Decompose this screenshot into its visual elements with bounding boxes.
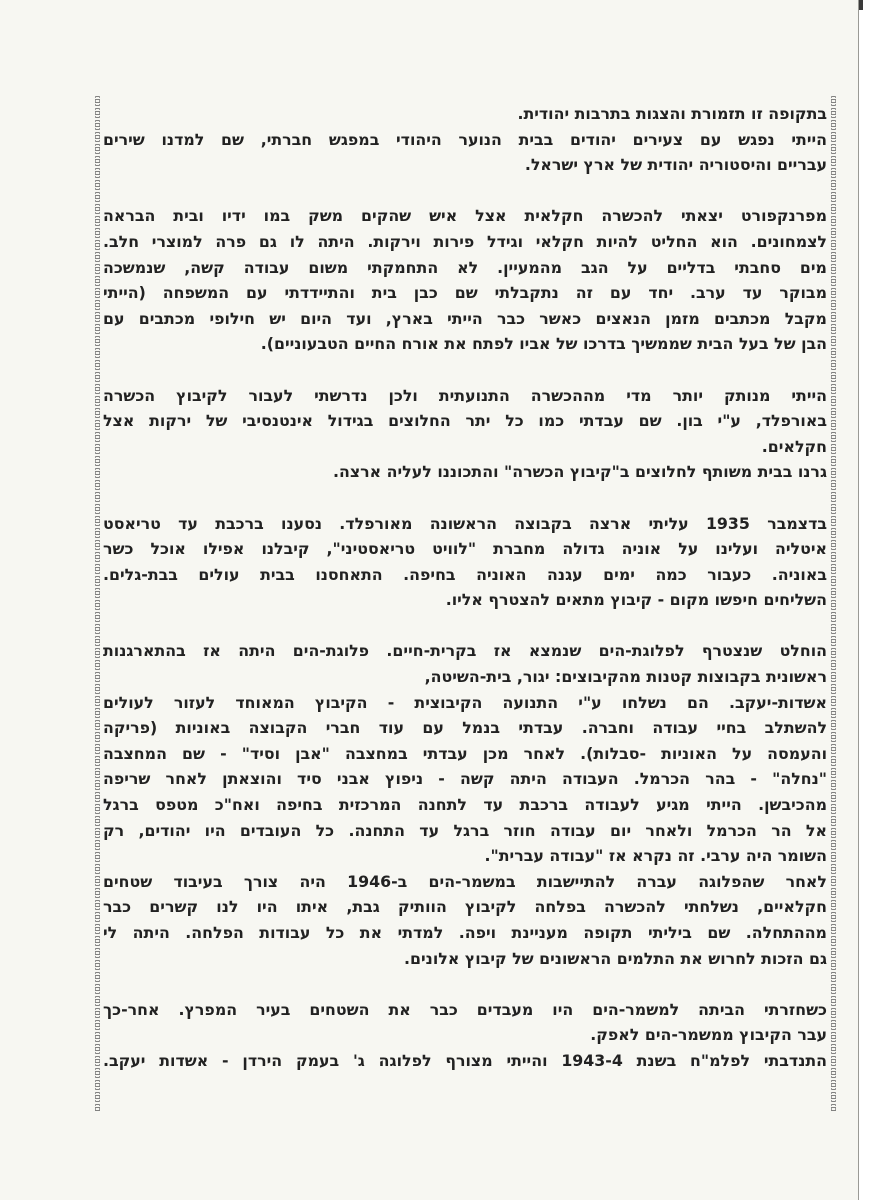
text-line: התנדבתי לפלמ"ח בשנת 1943-4 והייתי מצורף לפלוגה ג' בעמק הירדן - אשדות יעקב.	[103, 1050, 828, 1070]
text-line: בדצמבר 1935 עליתי ארצה בקבוצה הראשונה מאורפלד. נסענו ברכבת עד טריאסט	[103, 513, 827, 533]
text-line: גם הזכות לחרוש את התלמים הראשונים של קיבוץ אלונים.	[404, 948, 827, 968]
text-line: כשחזרתי הביתה למשמר-הים היו מעבדים כבר את השטחים בעיר המפרץ. אחר-כך	[103, 999, 827, 1019]
text-line: לאחר שהפלוגה עברה להתיישבות במשמר-הים ב-1946 היה צורך בעיבוד שטחים	[103, 871, 827, 891]
text-line: גרנו בבית משותף לחלוצים ב"קיבוץ הכשרה" והתכוננו לעליה ארצה.	[333, 462, 827, 482]
paragraph	[103, 638, 827, 971]
decorative-border-right	[831, 96, 836, 1111]
paragraph	[103, 101, 827, 178]
text-line: הייתי נפגש עם צעירים יהודים בבית הנוער היהודי במפגש חברתי, שם למדנו שירים	[103, 129, 827, 149]
text-line: "נחלה" - בהר הכרמל. העבודה היתה קשה - ניפוץ אבני סיד והוצאתן לאחר שריפה	[103, 769, 827, 789]
text-line: מההתחלה. שם ביליתי תקופה מעניינת ויפה. למדתי את כל עבודות הפלחה. היתה לי	[103, 923, 827, 942]
text-line: מפרנקפורט יצאתי להכשרה חקלאית אצל איש שהקים משק במו ידיו ובית הבראה	[103, 206, 827, 226]
text-line: להשתלב בחיי עבודה וחברה. עבדתי בנמל עם עוד חברי הקבוצה באוניות (פריקה	[103, 718, 827, 738]
text-line: הייתי מנותק יותר מדי מההכשרה התנועתית ולכן נדרשתי לעבור לקיבוץ הכשרה	[103, 385, 827, 405]
text-line: עבר הקיבוץ ממשמר-הים לאפק.	[590, 1025, 827, 1045]
text-line: בתקופה זו תזמורת והצגות בתרבות יהודית.	[517, 104, 827, 123]
scan-margin	[859, 0, 873, 1200]
text-line: ראשונית בקבוצות קטנות מהקיבוצים: יגור, בית-השיטה,	[424, 667, 827, 687]
text-line: מקבל מכתבים מזמן הנאצים כאשר כבר הייתי בארץ, ועד היום יש חילופי מכתבים עם	[103, 308, 827, 328]
paragraph	[103, 997, 827, 1074]
text-line: באוניה. כעבור כמה ימים עגנה האוניה בחיפה. התאחסנו בבית עולים בבת-גלים.	[103, 564, 827, 584]
text-line: הבן של בעל הבית שממשיך בדרכו של אביו לפתח את אורח החיים הטבעוניים).	[260, 334, 827, 354]
text-line: חקלאים.	[761, 436, 827, 456]
text-line: אל הר הכרמל ולאחר יום עבודה חוזר ברגל עד התחנה. כל העובדים היו יהודים, רק	[103, 820, 827, 840]
paragraph	[103, 383, 827, 485]
text-line: מהכיבשן. הייתי מגיע לעבודה ברכבת עד לתחנה המרכזית בחיפה ואח"כ מטפס ברגל	[103, 795, 827, 815]
text-line: אשדות-יעקב. הם נשלחו ע"י התנועה הקיבוצית - הקיבוץ המאוחד לעזור לעולים	[103, 692, 827, 712]
paragraph	[103, 511, 827, 613]
text-line: מים סחבתי בדליים על הגב מהמעיין. לא התחמקתי משום עבודה קשה, שנמשכה	[103, 257, 827, 277]
paragraph	[103, 203, 827, 357]
text-line: השליחים חיפשו מקום - קיבוץ מתאים להצטרף אליו.	[445, 590, 827, 610]
text-line: באורפלד, ע"י בון. שם עבדתי כמו כל יתר החלוצים בגידול אינטנסיבי של ירקות אצל	[103, 411, 827, 431]
text-line: הוחלט שנצטרף לפלוגת-הים שנמצא אז בקרית-חיים. פלוגת-הים היתה אז בהתארגנות	[103, 641, 827, 661]
text-line: השומר היה ערבי. זה נקרא אז "עבודה עברית".	[484, 846, 827, 866]
text-line: והעמסה על האוניות -סבלות). לאחר מכן עבדתי במחצבה "אבן וסיד" - שם המחצבה	[103, 743, 827, 763]
decorative-border-left	[95, 96, 100, 1111]
text-line: חקלאיים, נשלחתי להכשרה בפלחה לקיבוץ הוותיק גבת, איתו היו לנו קשרים כבר	[103, 897, 827, 917]
text-line: איטליה ועלינו על אוניה גדולה מחברת "לוויט טריאסטיני", קיבלנו אפילו אוכל כשר	[103, 539, 827, 559]
text-line: מבוקר עד ערב. יחד עם זה נתקבלתי שם כבן בית והתיידדתי עם המשפחה (הייתי	[103, 283, 827, 303]
scan-corner-mark	[859, 0, 863, 10]
text-line: לצמחונים. הוא החליט להיות חקלאי וגידל פירות וירקות. היתה לו גם פרה למוצרי חלב.	[103, 231, 827, 251]
text-line: עבריים והיסטוריה יהודית של ארץ ישראל.	[524, 155, 827, 175]
document-body	[103, 101, 827, 1074]
